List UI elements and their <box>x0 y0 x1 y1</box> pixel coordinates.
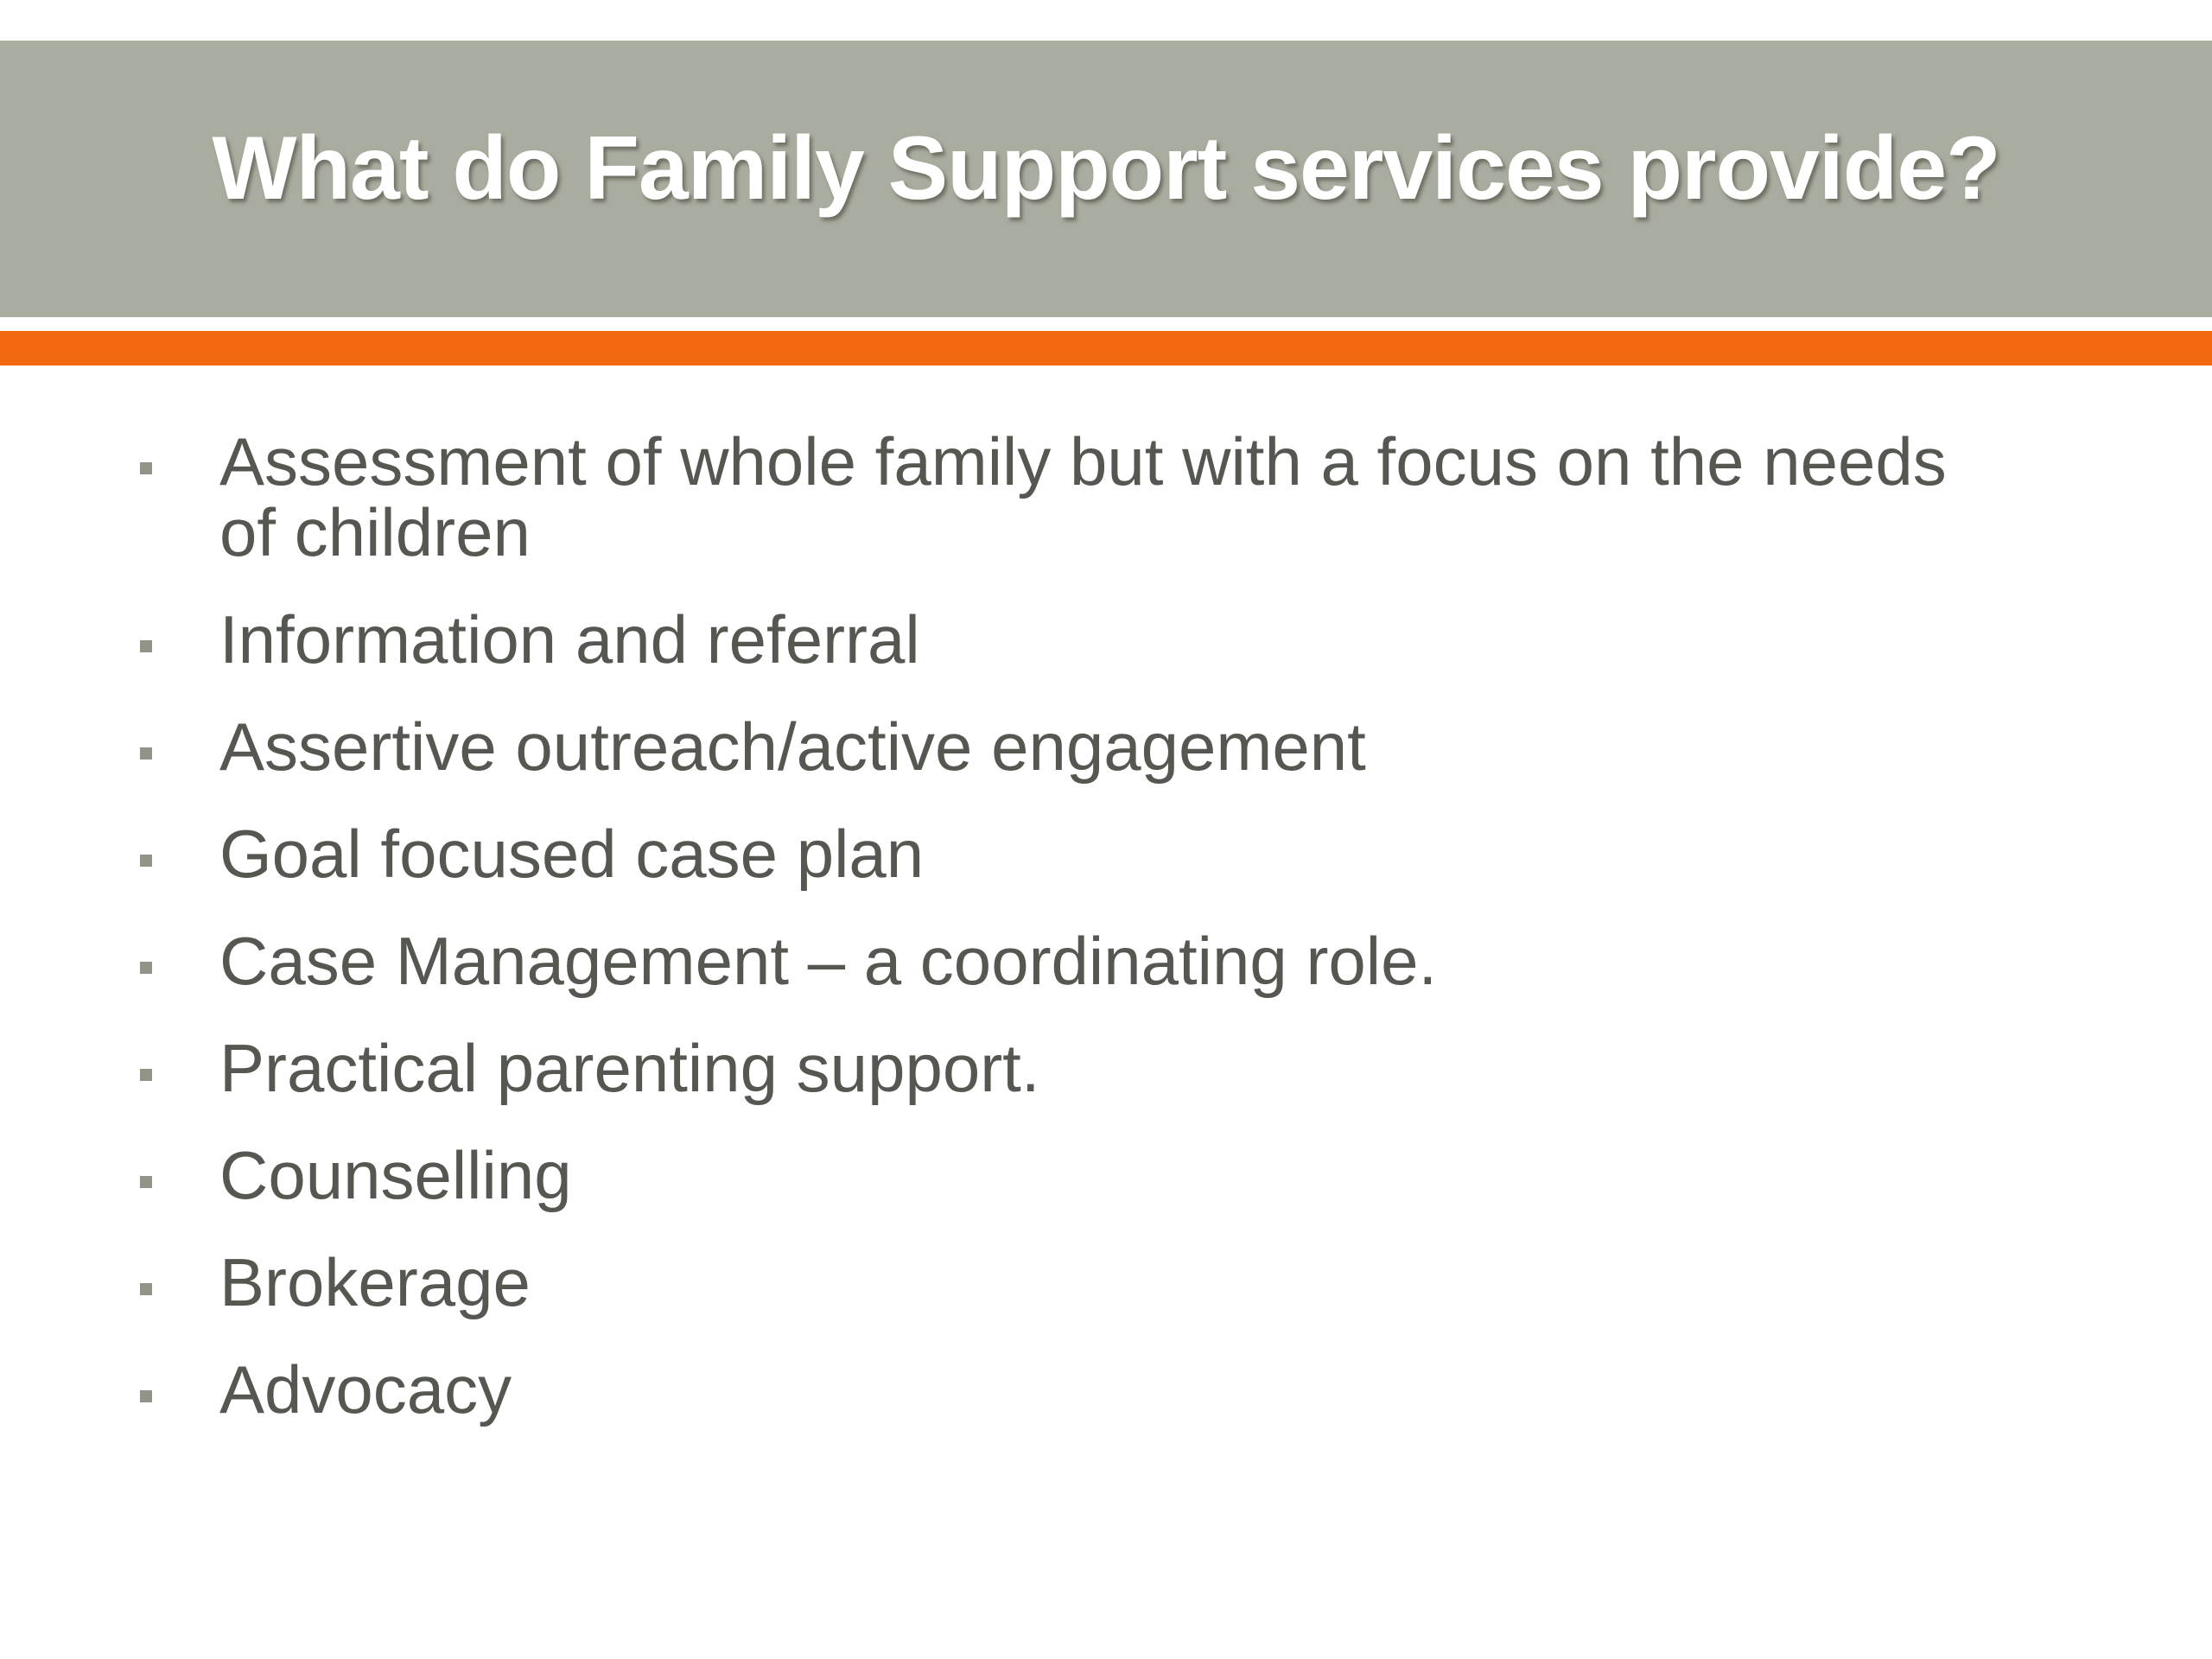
accent-bar <box>0 331 2212 365</box>
square-bullet-icon <box>140 640 152 652</box>
list-item <box>0 1244 2212 1320</box>
bullet-text: Counselling <box>219 1137 572 1213</box>
square-bullet-icon <box>140 462 152 474</box>
bullet-list <box>0 423 2212 1461</box>
square-bullet-icon <box>140 1283 152 1295</box>
bullet-text: Information and referral <box>219 601 920 677</box>
square-bullet-icon <box>140 855 152 867</box>
bullet-text: Case Management – a coordinating role. <box>219 923 1438 999</box>
list-item <box>0 923 2212 999</box>
square-bullet-icon <box>140 962 152 974</box>
slide-title: What do Family Support services provide? <box>212 118 2000 219</box>
bullet-text: Practical parenting support. <box>219 1030 1040 1106</box>
square-bullet-icon <box>140 747 152 760</box>
list-item <box>0 601 2212 677</box>
square-bullet-icon <box>140 1176 152 1188</box>
list-item <box>0 816 2212 892</box>
bullet-text: Advocacy <box>219 1351 512 1427</box>
list-item <box>0 1030 2212 1106</box>
square-bullet-icon <box>140 1069 152 1081</box>
list-item <box>0 709 2212 785</box>
list-item <box>0 1137 2212 1213</box>
bullet-text: Assessment of whole family but with a focus on the needs of children <box>219 423 1947 570</box>
bullet-text: Goal focused case plan <box>219 816 925 892</box>
bullet-text: Brokerage <box>219 1244 531 1320</box>
square-bullet-icon <box>140 1390 152 1402</box>
title-band <box>0 41 2212 317</box>
list-item <box>0 1351 2212 1427</box>
list-item <box>0 423 2212 570</box>
bullet-text: Assertive outreach/active engagement <box>219 709 1366 785</box>
